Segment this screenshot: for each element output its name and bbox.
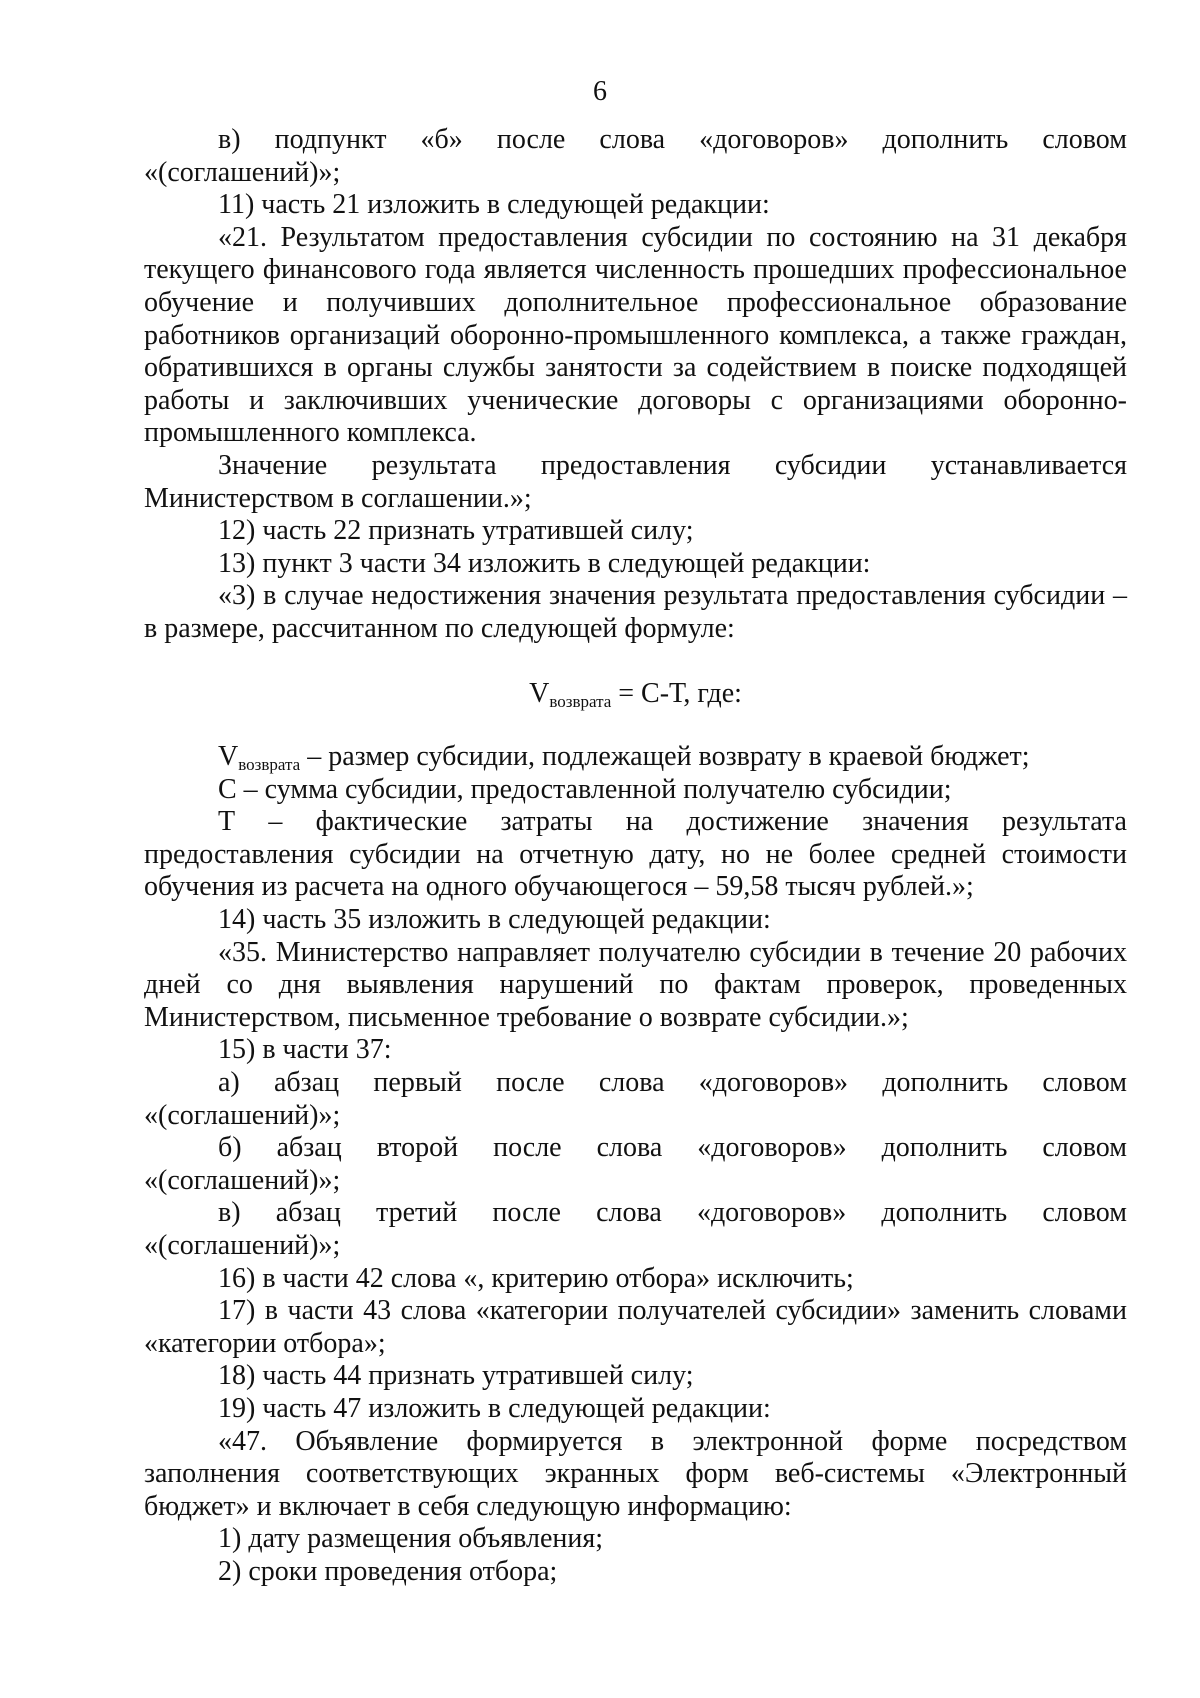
formula (144, 646, 1127, 742)
paragraph: б) абзац второй после слова «договоров» дополнить словом «(соглашений)»; (144, 1132, 1127, 1196)
paragraph: 19) часть 47 изложить в следующей редакции: (218, 1392, 771, 1424)
definition-paragraph (144, 741, 1127, 774)
paragraph: а) абзац первый после слова «договоров» дополнить словом «(соглашений)»; (144, 1067, 1127, 1131)
paragraph: 16) в части 42 слова «, критерию отбора» исключить; (218, 1262, 854, 1294)
paragraph: 18) часть 44 признать утратившей силу; (218, 1360, 694, 1392)
paragraph: 17) в части 43 слова «категории получателей субсидии» заменить словами «категории отбора»; (144, 1295, 1127, 1359)
paragraph: Т – фактические затраты на достижение значения результата предоставления субсидии на отчетную дату, но не более средней стоимости обучения из расчета на одного обучающегося – 59,58 тысяч рублей.»; (144, 806, 1127, 903)
formula-subscript: возврата (549, 691, 612, 711)
paragraph: 15) в части 37: (218, 1034, 392, 1066)
paragraph: 13) пункт 3 части 34 изложить в следующей редакции: (218, 547, 871, 579)
paragraph: 14) часть 35 изложить в следующей редакции: (218, 904, 771, 936)
formula-expression: = С-Т, где: (611, 677, 742, 709)
paragraph: 11) часть 21 изложить в следующей редакции: (218, 189, 770, 221)
paragraph: «21. Результатом предоставления субсидии по состоянию на 31 декабря текущего финансового года является численность прошедших профессиональное обучение и получивших дополнительное профессиональное образование работников организаций оборонно-промышленного комплекса, а также граждан, обратившихся в органы службы занятости за содействием в поиске подходящей работы и заключивших ученические договоры с организациями оборонно-промышленного комплекса. (144, 221, 1127, 449)
paragraph: «47. Объявление формируется в электронной форме посредством заполнения соответствующих экранных форм веб-системы «Электронный бюджет» и включает в себя следующую информацию: (144, 1425, 1127, 1522)
formula-variable: V (529, 677, 550, 709)
paragraph: 12) часть 22 признать утратившей силу; (218, 515, 694, 547)
paragraph: С – сумма субсидии, предоставленной получателю субсидии; (218, 773, 952, 805)
definition-text: – размер субсидии, подлежащей возврату в краевой бюджет; (300, 741, 1030, 773)
paragraph: в) абзац третий после слова «договоров» дополнить словом «(соглашений)»; (144, 1197, 1127, 1261)
paragraph: Значение результата предоставления субсидии устанавливается Министерством в соглашении.»; (144, 449, 1127, 514)
document-body (144, 124, 1127, 1589)
paragraph: 2) сроки проведения отбора; (218, 1555, 558, 1587)
page-number: 6 (593, 76, 607, 107)
paragraph: 1) дату размещения объявления; (218, 1523, 603, 1555)
paragraph: «3) в случае недостижения значения результата предоставления субсидии – в размере, рассчитанном по следующей формуле: (144, 580, 1127, 644)
paragraph: в) подпункт «б» после слова «договоров» дополнить словом «(соглашений)»; (144, 124, 1127, 188)
definition-variable: V (218, 741, 239, 773)
paragraph: «35. Министерство направляет получателю субсидии в течение 20 рабочих дней со дня выявления нарушений по фактам проверок, проведенных Министерством, письменное требование о возврате субсидии.»; (144, 936, 1127, 1033)
definition-subscript: возврата (238, 755, 301, 775)
